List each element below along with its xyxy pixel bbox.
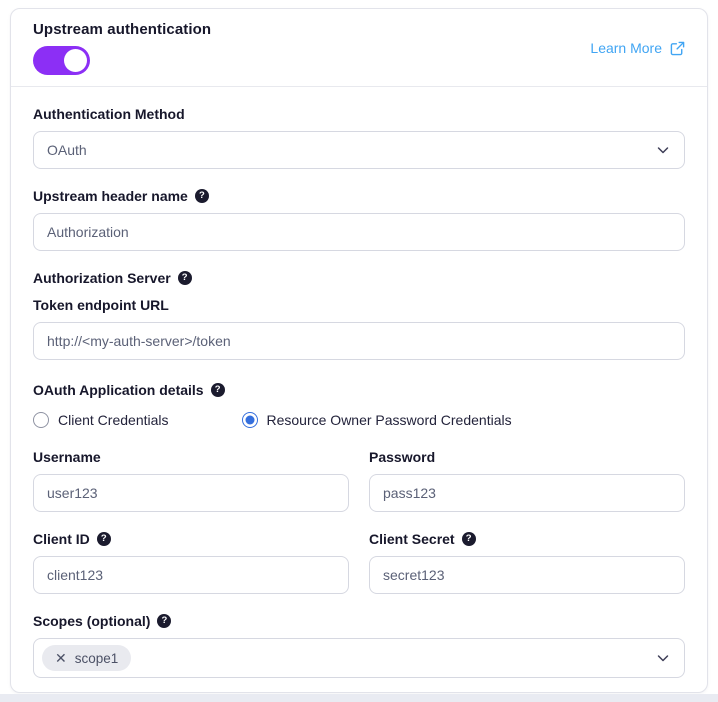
radio-icon xyxy=(33,412,49,428)
toggle-knob xyxy=(64,49,87,72)
password-field-group xyxy=(369,449,685,512)
upstream-header-section xyxy=(33,188,685,251)
username-input[interactable] xyxy=(33,474,349,512)
password-input[interactable] xyxy=(369,474,685,512)
client-credentials-row xyxy=(33,531,685,594)
scopes-multiselect[interactable] xyxy=(33,638,685,678)
help-icon[interactable]: ? xyxy=(211,383,225,397)
radio-resource-owner-password[interactable]: Resource Owner Password Credentials xyxy=(242,412,512,428)
help-icon[interactable]: ? xyxy=(178,271,192,285)
radio-selected-icon xyxy=(242,412,258,428)
card-title: Upstream authentication xyxy=(33,21,212,38)
token-endpoint-section xyxy=(33,297,685,360)
password-label: Password xyxy=(369,449,436,465)
upstream-authentication-card xyxy=(10,8,708,693)
username-password-row xyxy=(33,449,685,512)
upstream-header-label: Upstream header name ? xyxy=(33,188,685,204)
auth-server-label: Authorization Server ? xyxy=(33,270,685,286)
oauth-details-label: OAuth Application details ? xyxy=(33,382,685,398)
auth-method-value: OAuth xyxy=(47,142,87,158)
learn-more-label: Learn More xyxy=(590,40,662,56)
grant-type-radio-group xyxy=(33,412,685,428)
client-id-label: Client ID ? xyxy=(33,531,349,547)
scope-tag xyxy=(42,645,131,671)
remove-tag-icon[interactable]: ✕ xyxy=(55,650,67,666)
header-left xyxy=(33,21,211,75)
username-field-group xyxy=(33,449,349,512)
upstream-header-input[interactable] xyxy=(33,213,685,251)
auth-method-select[interactable] xyxy=(33,131,685,169)
auth-method-section xyxy=(33,106,685,169)
client-secret-field-group xyxy=(369,531,685,594)
scopes-label: Scopes (optional) ? xyxy=(33,613,685,629)
client-id-input[interactable] xyxy=(33,556,349,594)
username-label: Username xyxy=(33,449,101,465)
upstream-auth-toggle[interactable] xyxy=(33,46,90,75)
auth-method-label: Authentication Method xyxy=(33,106,185,122)
client-secret-input[interactable] xyxy=(369,556,685,594)
token-endpoint-input[interactable] xyxy=(33,322,685,360)
help-icon[interactable]: ? xyxy=(462,532,476,546)
form-content xyxy=(11,87,707,678)
scope-tag-label: scope1 xyxy=(74,650,119,666)
token-endpoint-label: Token endpoint URL xyxy=(33,297,169,313)
client-id-field-group xyxy=(33,531,349,594)
help-icon[interactable]: ? xyxy=(157,614,171,628)
help-icon[interactable]: ? xyxy=(195,189,209,203)
chevron-down-icon xyxy=(655,142,671,158)
client-secret-label: Client Secret ? xyxy=(369,531,685,547)
radio-client-credentials[interactable]: Client Credentials xyxy=(33,412,169,428)
chevron-down-icon xyxy=(655,650,671,666)
scopes-section xyxy=(33,613,685,678)
external-link-icon xyxy=(670,41,685,56)
learn-more-link[interactable] xyxy=(590,40,685,56)
card-header xyxy=(11,9,707,87)
help-icon[interactable]: ? xyxy=(97,532,111,546)
page-background-strip xyxy=(0,694,718,702)
